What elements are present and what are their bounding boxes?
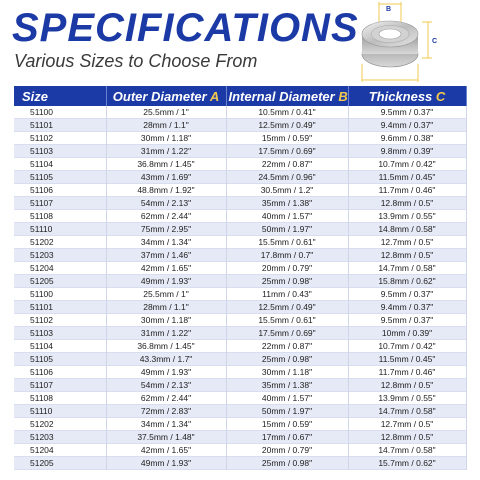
table-row [14, 106, 466, 119]
cell-thickness: 9.4mm / 0.37" [348, 301, 466, 314]
cell-outer-diameter: 34mm / 1.34" [106, 236, 226, 249]
cell-internal-diameter: 22mm / 0.87" [226, 158, 348, 171]
thrust-bearing-diagram [350, 0, 480, 84]
cell-size: 51100 [14, 106, 106, 119]
cell-internal-diameter: 35mm / 1.38" [226, 379, 348, 392]
cell-outer-diameter: 36.8mm / 1.45" [106, 158, 226, 171]
cell-outer-diameter: 37mm / 1.46" [106, 249, 226, 262]
cell-size: 51102 [14, 132, 106, 145]
cell-thickness: 11.7mm / 0.46" [348, 366, 466, 379]
cell-size: 51102 [14, 314, 106, 327]
cell-internal-diameter: 30.5mm / 1.2" [226, 184, 348, 197]
cell-thickness: 15.7mm / 0.62" [348, 457, 466, 470]
cell-outer-diameter: 49mm / 1.93" [106, 457, 226, 470]
table-row [14, 145, 466, 158]
cell-size: 51107 [14, 379, 106, 392]
cell-thickness: 10.7mm / 0.42" [348, 158, 466, 171]
cell-internal-diameter: 11mm / 0.43" [226, 288, 348, 301]
cell-internal-diameter: 25mm / 0.98" [226, 353, 348, 366]
cell-outer-diameter: 49mm / 1.93" [106, 366, 226, 379]
cell-internal-diameter: 35mm / 1.38" [226, 197, 348, 210]
cell-size: 51105 [14, 171, 106, 184]
column-header-thickness: Thickness C [348, 86, 466, 106]
cell-thickness: 12.8mm / 0.5" [348, 197, 466, 210]
table-row [14, 184, 466, 197]
table-row [14, 444, 466, 457]
cell-thickness: 10mm / 0.39" [348, 327, 466, 340]
cell-outer-diameter: 34mm / 1.34" [106, 418, 226, 431]
cell-outer-diameter: 31mm / 1.22" [106, 327, 226, 340]
cell-size: 51105 [14, 353, 106, 366]
cell-size: 51110 [14, 405, 106, 418]
cell-outer-diameter: 54mm / 2.13" [106, 197, 226, 210]
table-row [14, 405, 466, 418]
cell-internal-diameter: 15mm / 0.59" [226, 132, 348, 145]
cell-size: 51104 [14, 340, 106, 353]
cell-internal-diameter: 10.5mm / 0.41" [226, 106, 348, 119]
cell-outer-diameter: 42mm / 1.65" [106, 262, 226, 275]
cell-outer-diameter: 30mm / 1.18" [106, 314, 226, 327]
cell-size: 51205 [14, 457, 106, 470]
cell-thickness: 11.7mm / 0.46" [348, 184, 466, 197]
cell-internal-diameter: 17mm / 0.67" [226, 431, 348, 444]
cell-internal-diameter: 25mm / 0.98" [226, 457, 348, 470]
cell-outer-diameter: 49mm / 1.93" [106, 275, 226, 288]
cell-thickness: 9.5mm / 0.37" [348, 106, 466, 119]
cell-outer-diameter: 43mm / 1.69" [106, 171, 226, 184]
table-row [14, 132, 466, 145]
table-header-row [14, 86, 466, 106]
cell-internal-diameter: 25mm / 0.98" [226, 275, 348, 288]
cell-thickness: 15.8mm / 0.62" [348, 275, 466, 288]
table-row [14, 249, 466, 262]
cell-thickness: 13.9mm / 0.55" [348, 210, 466, 223]
dimension-c-marker [422, 22, 432, 58]
table-row [14, 366, 466, 379]
cell-size: 51108 [14, 392, 106, 405]
cell-internal-diameter: 12.5mm / 0.49" [226, 119, 348, 132]
cell-size: 51202 [14, 418, 106, 431]
cell-size: 51100 [14, 288, 106, 301]
table-row [14, 314, 466, 327]
cell-thickness: 14.7mm / 0.58" [348, 262, 466, 275]
table-row [14, 275, 466, 288]
cell-thickness: 11.5mm / 0.45" [348, 171, 466, 184]
cell-thickness: 14.8mm / 0.58" [348, 223, 466, 236]
cell-internal-diameter: 50mm / 1.97" [226, 405, 348, 418]
cell-outer-diameter: 25.5mm / 1" [106, 288, 226, 301]
cell-size: 51106 [14, 366, 106, 379]
table-row [14, 119, 466, 132]
cell-thickness: 14.7mm / 0.58" [348, 444, 466, 457]
cell-size: 51104 [14, 158, 106, 171]
table-row [14, 301, 466, 314]
cell-thickness: 12.7mm / 0.5" [348, 418, 466, 431]
cell-outer-diameter: 37.5mm / 1.48" [106, 431, 226, 444]
cell-size: 51203 [14, 249, 106, 262]
dimension-b-label: B [386, 6, 392, 13]
dimension-c-label: C [432, 38, 438, 45]
cell-outer-diameter: 48.8mm / 1.92" [106, 184, 226, 197]
table-row [14, 431, 466, 444]
cell-size: 51103 [14, 145, 106, 158]
cell-thickness: 12.7mm / 0.5" [348, 236, 466, 249]
cell-internal-diameter: 17.5mm / 0.69" [226, 145, 348, 158]
cell-size: 51204 [14, 444, 106, 457]
cell-thickness: 9.5mm / 0.37" [348, 288, 466, 301]
table-row [14, 340, 466, 353]
cell-outer-diameter: 62mm / 2.44" [106, 210, 226, 223]
table-row [14, 223, 466, 236]
table-row [14, 379, 466, 392]
cell-internal-diameter: 20mm / 0.79" [226, 262, 348, 275]
table-row [14, 236, 466, 249]
cell-internal-diameter: 15.5mm / 0.61" [226, 314, 348, 327]
column-header-internal-diameter: Internal Diameter B [226, 86, 348, 106]
cell-thickness: 13.9mm / 0.55" [348, 392, 466, 405]
cell-outer-diameter: 62mm / 2.44" [106, 392, 226, 405]
table-row [14, 457, 466, 470]
specifications-table [14, 86, 467, 470]
table-row [14, 327, 466, 340]
cell-internal-diameter: 22mm / 0.87" [226, 340, 348, 353]
table-row [14, 262, 466, 275]
cell-outer-diameter: 28mm / 1.1" [106, 301, 226, 314]
cell-internal-diameter: 17.5mm / 0.69" [226, 327, 348, 340]
cell-thickness: 11.5mm / 0.45" [348, 353, 466, 366]
cell-size: 51110 [14, 223, 106, 236]
page-subtitle: Various Sizes to Choose From [14, 51, 258, 71]
table-row [14, 197, 466, 210]
table-row [14, 288, 466, 301]
table-row [14, 171, 466, 184]
table-row [14, 418, 466, 431]
header [0, 0, 480, 84]
cell-outer-diameter: 43.3mm / 1.7" [106, 353, 226, 366]
cell-thickness: 10.7mm / 0.42" [348, 340, 466, 353]
cell-internal-diameter: 15mm / 0.59" [226, 418, 348, 431]
page-title: SPECIFICATIONS [12, 6, 359, 50]
cell-size: 51203 [14, 431, 106, 444]
cell-outer-diameter: 75mm / 2.95" [106, 223, 226, 236]
column-header-outer-diameter: Outer Diameter A [106, 86, 226, 106]
table-row [14, 353, 466, 366]
table-body [14, 106, 466, 470]
cell-thickness: 12.8mm / 0.5" [348, 249, 466, 262]
cell-outer-diameter: 42mm / 1.65" [106, 444, 226, 457]
cell-internal-diameter: 50mm / 1.97" [226, 223, 348, 236]
cell-outer-diameter: 54mm / 2.13" [106, 379, 226, 392]
cell-size: 51101 [14, 301, 106, 314]
cell-internal-diameter: 12.5mm / 0.49" [226, 301, 348, 314]
cell-thickness: 9.4mm / 0.37" [348, 119, 466, 132]
cell-thickness: 14.7mm / 0.58" [348, 405, 466, 418]
cell-internal-diameter: 17.8mm / 0.7" [226, 249, 348, 262]
cell-size: 51202 [14, 236, 106, 249]
cell-thickness: 12.8mm / 0.5" [348, 379, 466, 392]
cell-internal-diameter: 30mm / 1.18" [226, 366, 348, 379]
cell-size: 51205 [14, 275, 106, 288]
cell-internal-diameter: 40mm / 1.57" [226, 392, 348, 405]
table-row [14, 392, 466, 405]
cell-outer-diameter: 31mm / 1.22" [106, 145, 226, 158]
cell-size: 51106 [14, 184, 106, 197]
cell-internal-diameter: 40mm / 1.57" [226, 210, 348, 223]
table-row [14, 158, 466, 171]
cell-outer-diameter: 36.8mm / 1.45" [106, 340, 226, 353]
cell-size: 51107 [14, 197, 106, 210]
cell-outer-diameter: 30mm / 1.18" [106, 132, 226, 145]
cell-thickness: 9.5mm / 0.37" [348, 314, 466, 327]
cell-size: 51101 [14, 119, 106, 132]
cell-size: 51108 [14, 210, 106, 223]
cell-thickness: 9.6mm / 0.38" [348, 132, 466, 145]
cell-thickness: 9.8mm / 0.39" [348, 145, 466, 158]
cell-thickness: 12.8mm / 0.5" [348, 431, 466, 444]
cell-outer-diameter: 28mm / 1.1" [106, 119, 226, 132]
cell-internal-diameter: 20mm / 0.79" [226, 444, 348, 457]
cell-internal-diameter: 15.5mm / 0.61" [226, 236, 348, 249]
cell-outer-diameter: 72mm / 2.83" [106, 405, 226, 418]
cell-size: 51103 [14, 327, 106, 340]
column-header-size: Size [14, 86, 106, 106]
cell-outer-diameter: 25.5mm / 1" [106, 106, 226, 119]
table-row [14, 210, 466, 223]
cell-internal-diameter: 24.5mm / 0.96" [226, 171, 348, 184]
cell-size: 51204 [14, 262, 106, 275]
